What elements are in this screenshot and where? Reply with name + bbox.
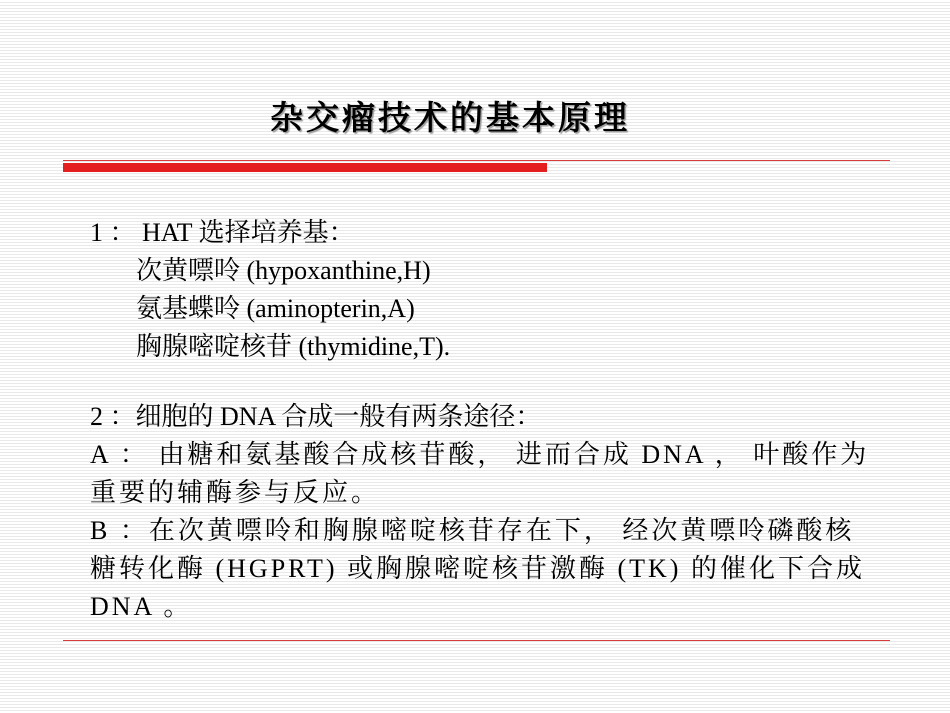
- section-spacer: [90, 366, 880, 398]
- list-item-hypoxanthine: 次黄嘌呤 (hypoxanthine,H): [136, 256, 431, 285]
- slide-title: 杂交瘤技术的基本原理: [270, 101, 630, 137]
- section-1-heading: 1 ： HAT 选择培养基：: [90, 218, 355, 247]
- section-2-heading: 2 ：细胞的 DNA 合成一般有两条途径：: [90, 402, 542, 431]
- paragraph-a: A ： 由糖和氨基酸合成核苷酸， 进而合成 DNA ， 叶酸作为重要的辅酶参与反应。: [90, 440, 870, 507]
- slide-body: [90, 214, 880, 626]
- title-accent-bar: [63, 163, 547, 172]
- list-item-aminopterin: 氨基蝶呤 (aminopterin,A): [136, 294, 415, 323]
- list-item-thymidine: 胸腺嘧啶核苷 (thymidine,T).: [136, 332, 451, 361]
- footer-divider-line: [63, 640, 890, 641]
- paragraph-b: B ：在次黄嘌呤和胸腺嘧啶核苷存在下， 经次黄嘌呤磷酸核糖转化酶 (HGPRT) 或胸腺嘧啶核苷激酶 (TK) 的催化下合成 DNA 。: [90, 516, 865, 621]
- title-divider-line: [63, 160, 890, 161]
